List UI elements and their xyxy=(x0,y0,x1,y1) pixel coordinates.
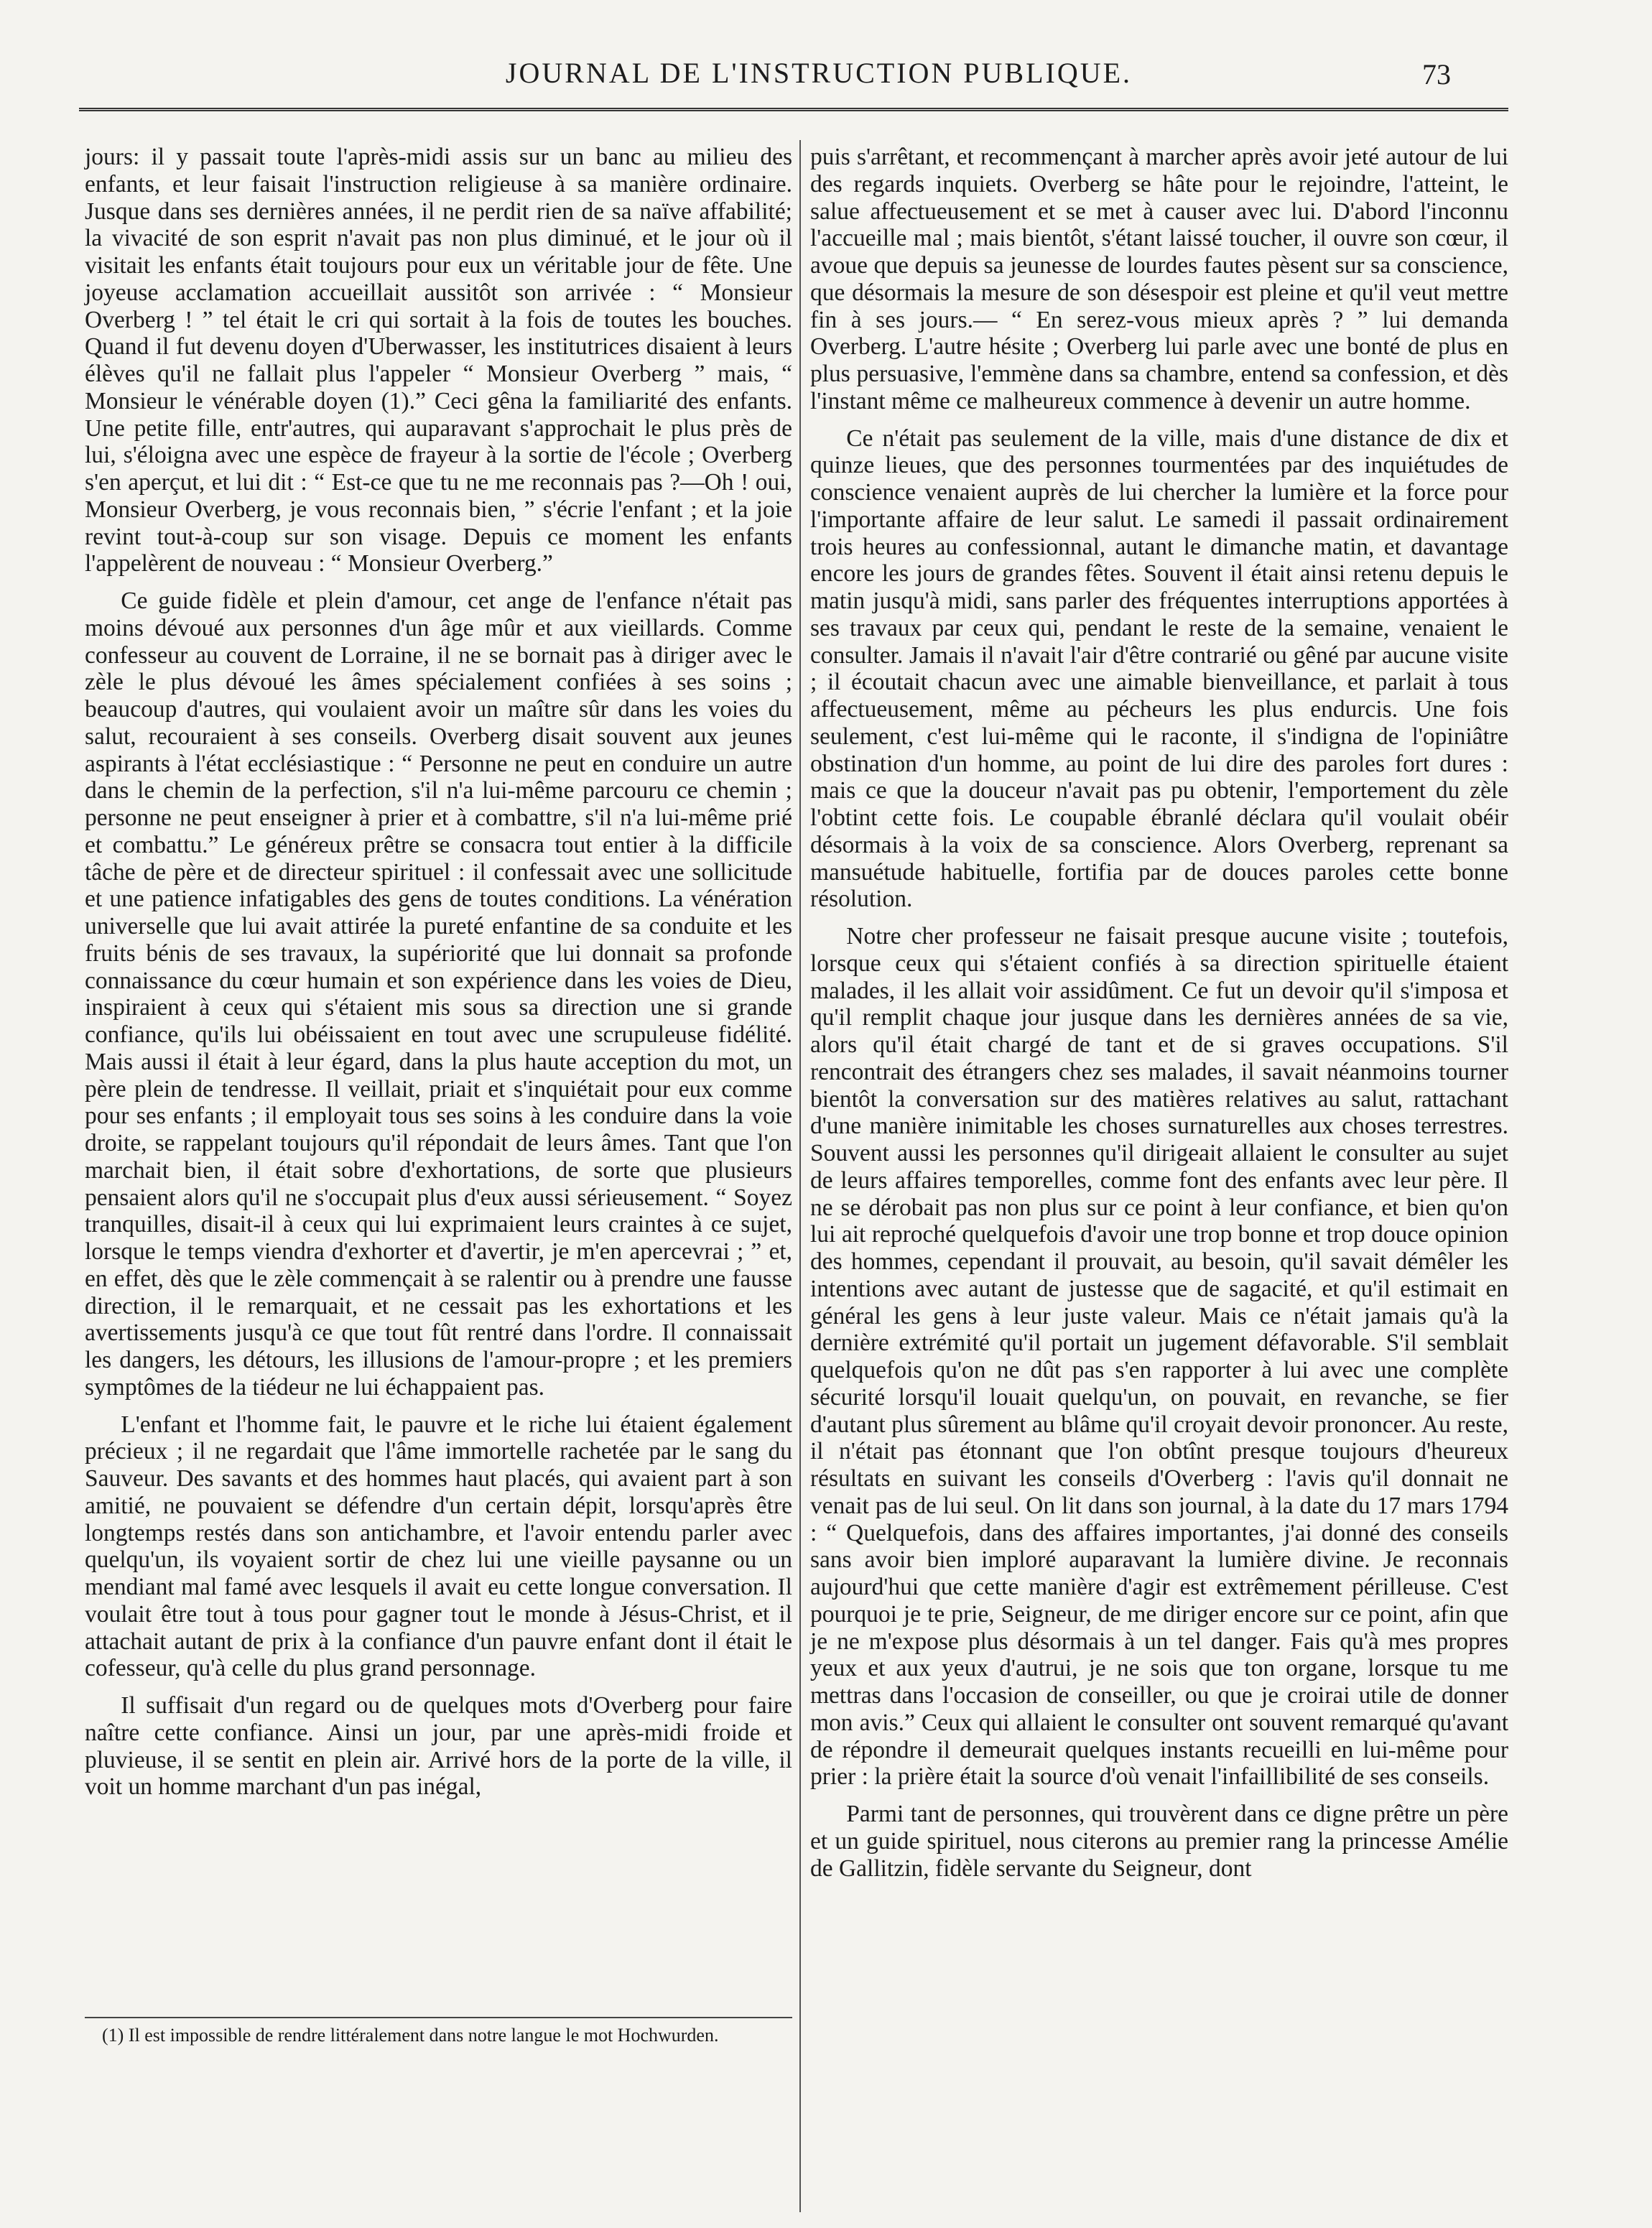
left-paragraph-4: Il suffisait d'un regard ou de quelques mots d'Overberg pour faire naître cette confiance. Ainsi un jour, par une après-midi froide et pluvieuse, il se sentit en plein air. Arrivé hors de la porte de la ville, il voit un homme marchant d'un pas inégal, xyxy=(85,1692,792,1801)
footnote xyxy=(85,2024,792,2047)
right-paragraph-1: puis s'arrêtant, et recommençant à marcher après avoir jeté autour de lui des regards inquiets. Overberg se hâte pour le rejoindre, l'atteint, le salue affectueusement et se met à causer avec lui. D'abord l'inconnu l'accueille mal ; mais bientôt, s'étant laissé toucher, il ouvre son cœur, il avoue que depuis sa jeunesse de lourdes fautes pèsent sur sa conscience, que désormais la mesure de son désespoir est pleine et qu'il veut mettre fin à ses jours.— “ En serez-vous mieux après ? ” lui demanda Overberg. L'autre hésite ; Overberg lui parle avec une bonté de plus en plus persuasive, l'emmène dans sa chambre, entend sa confession, et dès l'instant même ce malheureux commence à devenir un autre homme. xyxy=(810,144,1508,414)
left-column xyxy=(85,144,792,2162)
right-paragraph-3: Notre cher professeur ne faisait presque aucune visite ; toutefois, lorsque ceux qui s'étaient confiés à sa direction spirituelle étaient malades, il les allait voir assidûment. Ce fut un devoir qu'il s'imposa et qu'il remplit chaque jour jusque dans les dernières années de sa vie, alors qu'il était chargé de tant et de si graves occupations. S'il rencontrait des étrangers chez ses malades, il savait néanmoins tourner bientôt la conversation sur des matières relatives au salut, rattachant d'une manière inimitable les choses surnaturelles aux choses terrestres. Souvent aussi les personnes qu'il dirigeait allaient le consulter au sujet de leurs affaires temporelles, comme font des enfants avec leur père. Il ne se dérobait pas non plus sur ce point à leur confiance, et bien qu'on lui ait reproché quelquefois d'avoir une trop bonne et trop douce opinion des hommes, cependant il prouvait, au besoin, qu'il savait démêler les intentions avec autant de justesse que de sagacité, et qu'il estimait en général les gens à leur juste valeur. Mais ce n'était jamais qu'à la dernière extrémité qu'il portait un jugement défavorable. S'il semblait quelquefois qu'on ne dût pas s'en rapporter à lui avec une complète sécurité lorsqu'il louait quelqu'un, on pouvait, en revanche, se fier d'autant plus sûrement au blâme qu'il croyait devoir prononcer. Au reste, il n'était pas étonnant que l'on obtînt presque toujours d'heureux résultats en suivant les conseils d'Overberg : l'avis qu'il donnait ne venait pas de lui seul. On lit dans son journal, à la date du 17 mars 1794 : “ Quelquefois, dans des affaires importantes, j'ai donné des conseils sans avoir bien imploré auparavant la lumière divine. Je reconnais aujourd'hui que cette manière d'agir est extrêmement périlleuse. C'est pourquoi je te prie, Seigneur, de me diriger encore sur ce point, afin que je ne m'expose plus désormais à un tel danger. Fais qu'à mes propres yeux et aux yeux d'autrui, je ne sois que ton organe, lorsque tu me mettras dans l'occasion de conseiller, ou que je croirai utile de donner mon avis.” Ceux qui allaient le consulter ont souvent remarqué qu'avant de répondre il demeurait quelques instants recueilli en lui-même pour prier : la prière était la source d'où venait l'infaillibilité de ses conseils. xyxy=(810,923,1508,1791)
footnote-rule xyxy=(85,2017,792,2018)
left-paragraph-1: jours: il y passait toute l'après-midi assis sur un banc au milieu des enfants, et leur faisait l'instruction religieuse à sa manière ordinaire. Jusque dans ses dernières années, il ne perdit rien de sa naïve affabilité; la vivacité de son esprit n'avait pas non plus diminué, et le jour où il visitait les enfants était toujours pour eux un véritable jour de fête. Une joyeuse acclamation accueillait aussitôt son arrivée : “ Monsieur Overberg ! ” tel était le cri qui sortait à la fois de toutes les bouches. Quand il fut devenu doyen d'Uberwasser, les institutrices disaient à leurs élèves qu'il ne fallait plus l'appeler “ Monsieur Overberg ” mais, “ Monsieur le vénérable doyen (1).” Ceci gêna la familiarité des enfants. Une petite fille, entr'autres, qui auparavant s'approchait le plus près de lui, s'éloigna avec une espèce de frayeur à la sortie de l'école ; Overberg s'en aperçut, et lui dit : “ Est-ce que tu ne me reconnais pas ?—Oh ! oui, Monsieur Overberg, je vous reconnais bien, ” s'écrie l'enfant ; et la joie revint tout-à-coup sur son visage. Depuis ce moment les enfants l'appelèrent de nouveau : “ Monsieur Overberg.” xyxy=(85,144,792,577)
page-number: 73 xyxy=(1422,58,1451,90)
journal-title: JOURNAL DE L'INSTRUCTION PUBLIQUE. xyxy=(505,57,1133,89)
footnote-text: Il est impossible de rendre littéralement dans notre langue le mot Hochwurden. xyxy=(128,2025,719,2046)
header-rule xyxy=(79,108,1508,114)
running-head xyxy=(0,56,1652,99)
right-paragraph-2: Ce n'était pas seulement de la ville, mais d'une distance de dix et quinze lieues, que des personnes tourmentées par des inquiétudes de conscience venaient auprès de lui chercher la lumière et la force pour l'importante affaire de leur salut. Le samedi il passait ordinairement trois heures au confessionnal, autant le dimanche matin, et davantage encore les jours de grandes fêtes. Souvent il était ainsi retenu depuis le matin jusqu'à midi, sans parler des fréquentes interruptions apportées à ses travaux par ceux qui, pendant le reste de la semaine, venaient le consulter. Jamais il n'avait l'air d'être contrarié ou gêné par aucune visite ; il écoutait chacun avec une aimable bienveillance, et parlait à tous affectueusement, même au pécheurs les plus endurcis. Une fois seulement, c'est lui-même qui le raconte, il s'indigna de l'opiniâtre obstination d'un homme, au point de lui dire des paroles fort dures : mais ce que la douceur n'avait pas pu obtenir, l'emportement du zèle l'obtint cette fois. Le coupable ébranlé déclara qu'il voulait obéir désormais à la voix de sa conscience. Alors Overberg, reprenant sa mansuétude habituelle, fortifia par de douces paroles cette bonne résolution. xyxy=(810,424,1508,913)
right-paragraph-4: Parmi tant de personnes, qui trouvèrent dans ce digne prêtre un père et un guide spirituel, nous citerons au premier rang la princesse Amélie de Gallitzin, fidèle servante du Seigneur, dont xyxy=(810,1801,1508,1882)
footnote-mark: (1) xyxy=(102,2025,124,2046)
left-paragraph-3: L'enfant et l'homme fait, le pauvre et le riche lui étaient également précieux ; il ne regardait que l'âme immortelle rachetée par le sang du Sauveur. Des savants et des hommes haut placés, qui avaient part à son amitié, ne pouvaient se défendre d'un certain dépit, lorsqu'après être longtemps restés dans son antichambre, et l'avoir entendu parler avec quelqu'un, ils voyaient sortir de chez lui une vieille paysanne ou un mendiant mal famé avec lesquels il avait eu cette longue conversation. Il voulait être tout à tous pour gagner tout le monde à Jésus-Christ, et il attachait autant de prix à la confiance d'un pauvre enfant dont il était le cofesseur, qu'à celle du plus grand personnage. xyxy=(85,1411,792,1682)
left-paragraph-2: Ce guide fidèle et plein d'amour, cet ange de l'enfance n'était pas moins dévoué aux personnes d'un âge mûr et aux vieillards. Comme confesseur au couvent de Lorraine, il ne se bornait pas à diriger avec le zèle le plus dévoué les âmes spécialement confiées à ses soins ; beaucoup d'autres, qui voulaient avoir un maître sûr dans les voies du salut, recouraient à ses conseils. Overberg disait souvent aux jeunes aspirants à l'état ecclésiastique : “ Personne ne peut en conduire un autre dans le chemin de la perfection, s'il n'a lui-même parcouru ce chemin ; personne ne peut enseigner à prier et à combattre, s'il n'a lui-même prié et combattu.” Le généreux prêtre se consacra tout entier à la difficile tâche de père et de directeur spirituel : il confessait avec une sollicitude et une patience infatigables des gens de toutes conditions. La vénération universelle que lui avait attirée la pureté enfantine de sa conduite et les fruits bénis de ses travaux, la supériorité que lui donnait sa profonde connaissance du cœur humain et son expérience dans les voies de Dieu, inspiraient à ceux qui s'étaient mis sous sa direction une si grande confiance, qu'ils lui obéissaient en tout avec une scrupuleuse fidélité. Mais aussi il était à leur égard, dans la plus haute acception du mot, un père plein de tendresse. Il veillait, priait et s'inquiétait pour eux comme pour ses enfants ; il employait tous ses soins à les conduire dans la voie droite, se rappelant toujours qu'il répondait de leurs âmes. Tant que l'on marchait bien, il était sobre d'exhortations, de sorte que plusieurs pensaient alors qu'il ne s'occupait plus d'eux aussi sérieusement. “ Soyez tranquilles, disait-il à ceux qui lui exprimaient leurs craintes à ce sujet, lorsque le temps viendra d'exhorter et d'avertir, je m'en apercevrai ; ” et, en effet, dès que le zèle commençait à se ralentir ou à prendre une fausse direction, il le remarquait, et ne cessait pas les exhortations et les avertissements jusqu'à ce que tout fût rentré dans l'ordre. Il connaissait les dangers, les détours, les illusions de l'amour-propre ; et les premiers symptômes de la tiédeur ne lui échappaient pas. xyxy=(85,588,792,1401)
right-column xyxy=(810,144,1508,2212)
column-divider xyxy=(799,140,801,2212)
